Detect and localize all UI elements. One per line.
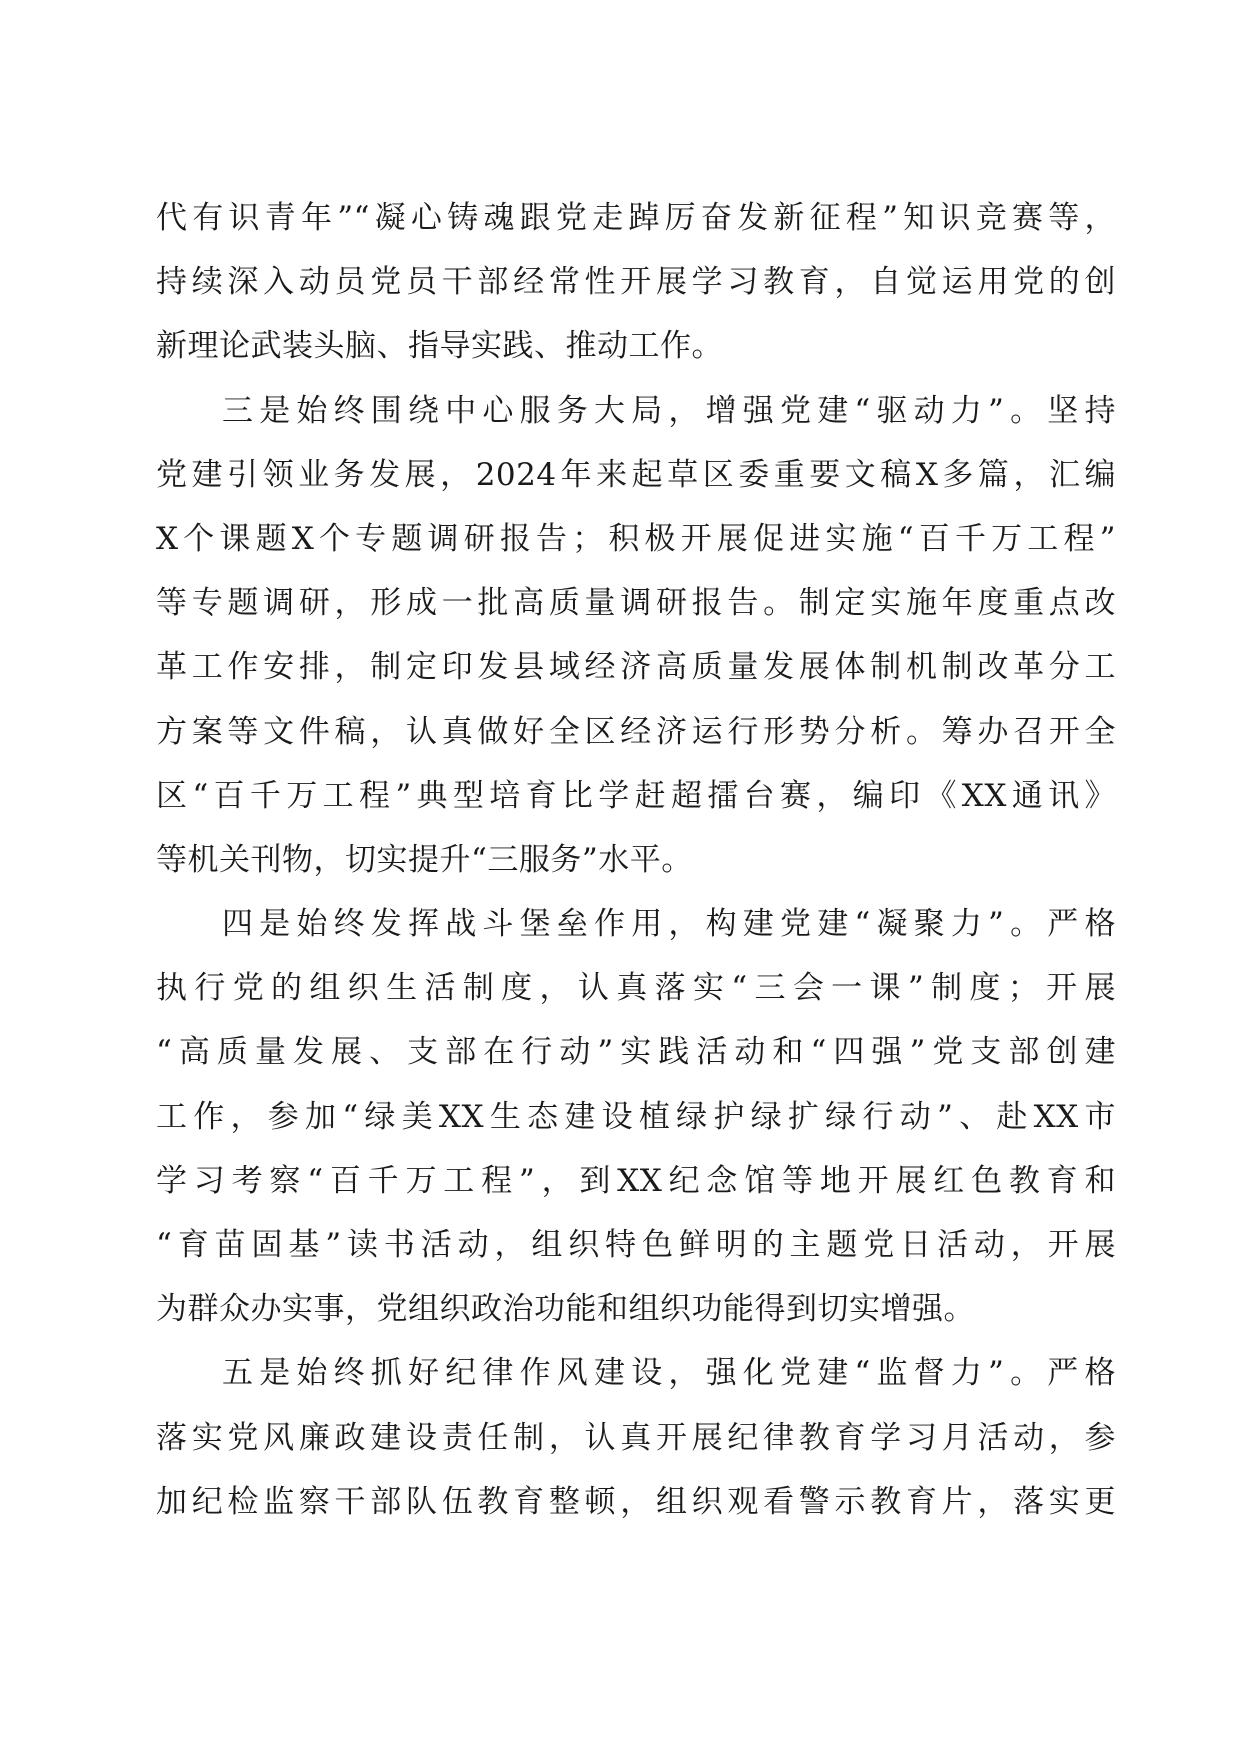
text-line: 执行党的组织生活制度，认真落实“三会一课”制度；开展 [156, 970, 1116, 1007]
text-line: 工作，参加“绿美XX生态建设植绿护绿扩绿行动”、赴XX市 [156, 1098, 1116, 1135]
text-line: “高质量发展、支部在行动”实践活动和“四强”党支部创建 [156, 1034, 1116, 1071]
text-line: 持续深入动员党员干部经常性开展学习教育，自觉运用党的创 [156, 264, 1116, 301]
text-line: 等专题调研，形成一批高质量调研报告。制定实施年度重点改 [156, 585, 1116, 622]
text-line: “育苗固基”读书活动，组织特色鲜明的主题党日活动，开展 [156, 1227, 1116, 1263]
body-text [156, 186, 1116, 1534]
text-line: 代有识青年”“凝心铸魂跟党走踔厉奋发新征程”知识竞赛等， [156, 200, 1116, 236]
text-line: 为群众办实事，党组织政治功能和组织功能得到切实增强。 [156, 1291, 975, 1328]
paragraph-start-line: 五是始终抓好纪律作风建设，强化党建“监督力”。严格 [222, 1355, 1116, 1392]
text-line: 学习考察“百千万工程”，到XX纪念馆等地开展红色教育和 [156, 1162, 1116, 1199]
text-line: 方案等文件稿，认真做好全区经济运行形势分析。筹办召开全 [156, 713, 1116, 750]
paragraph-start-line: 三是始终围绕中心服务大局，增强党建“驱动力”。坚持 [222, 392, 1116, 429]
text-line: X个课题X个专题调研报告；积极开展促进实施“百千万工程” [156, 520, 1116, 557]
text-line: 落实党风廉政建设责任制，认真开展纪律教育学习月活动，参 [156, 1419, 1116, 1456]
text-line: 新理论武装头脑、指导实践、推动工作。 [156, 328, 723, 365]
text-line: 等机关刊物，切实提升“三服务”水平。 [156, 841, 693, 878]
text-line: 党建引领业务发展，2024年来起草区委重要文稿X多篇，汇编 [156, 456, 1116, 493]
text-line: 加纪检监察干部队伍教育整顿，组织观看警示教育片，落实更 [156, 1483, 1116, 1520]
text-line: 革工作安排，制定印发县域经济高质量发展体制机制改革分工 [156, 649, 1116, 686]
paragraph-start-line: 四是始终发挥战斗堡垒作用，构建党建“凝聚力”。严格 [222, 906, 1116, 943]
text-line: 区“百千万工程”典型培育比学赶超擂台赛，编印《XX通讯》 [156, 777, 1116, 814]
